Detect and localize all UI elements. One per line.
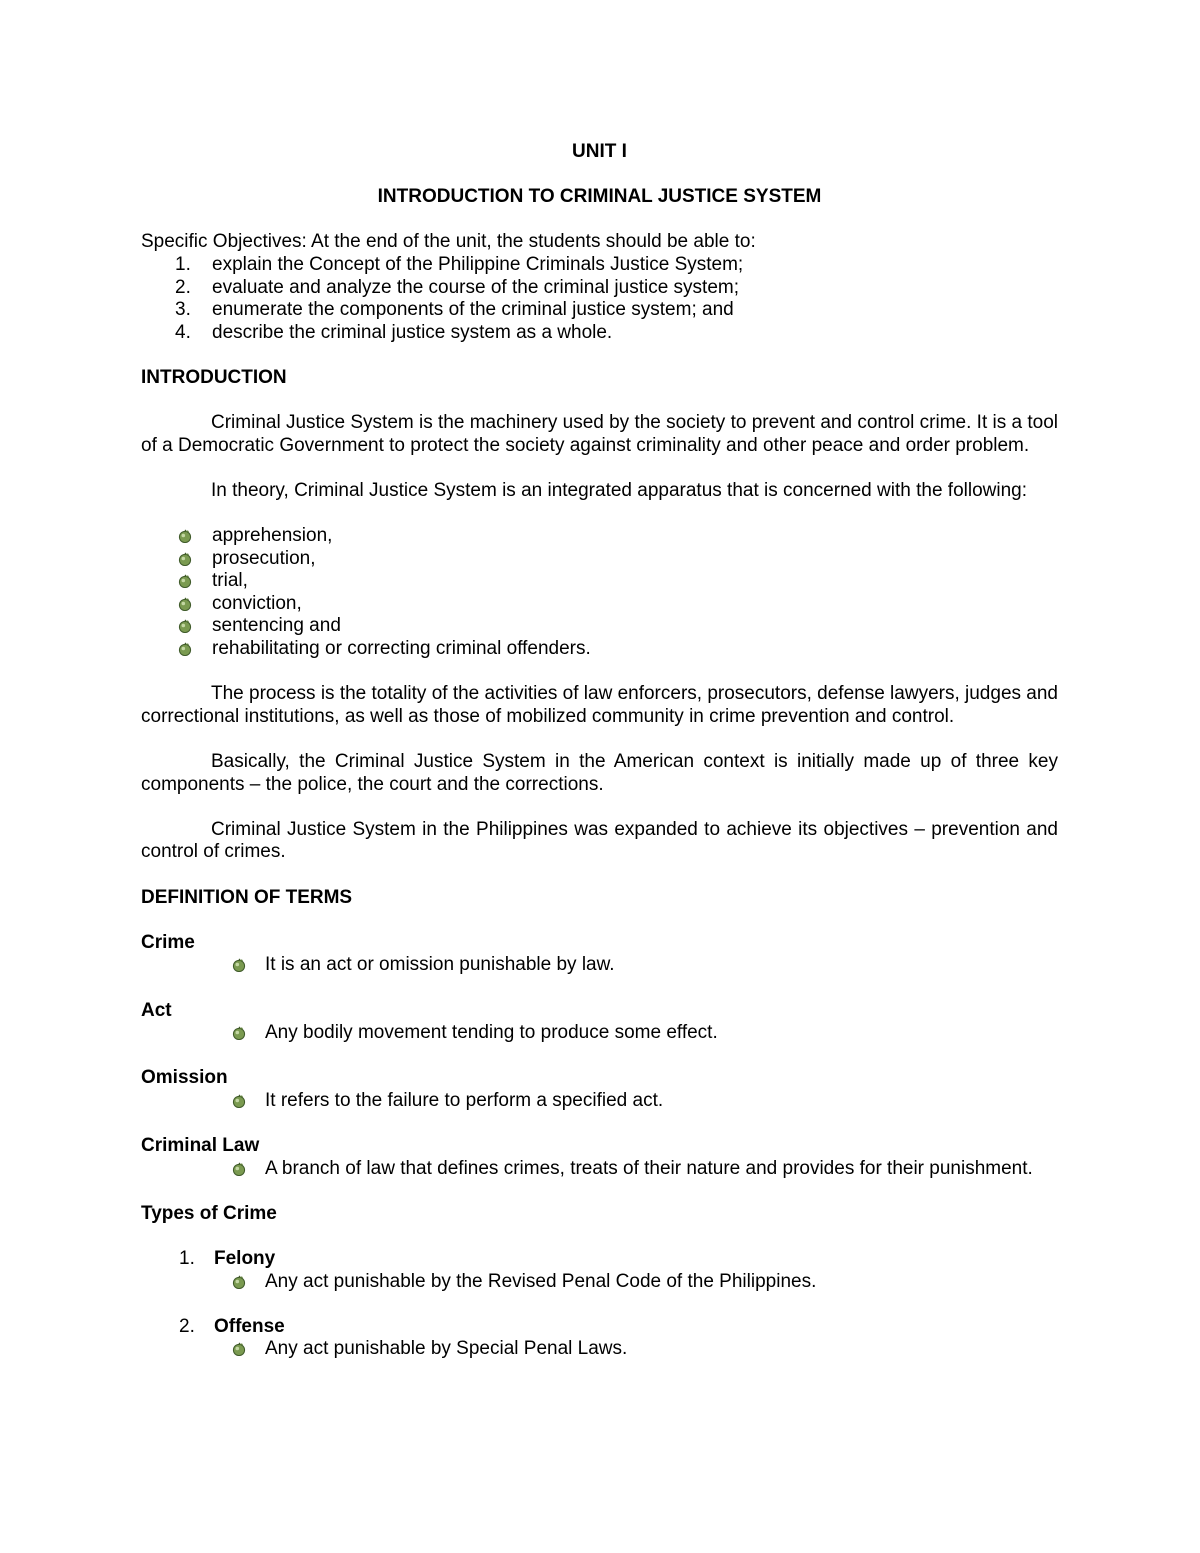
introduction-paragraph: The process is the totality of the activities of law enforcers, prosecutors, defense lawyers, judges and correctional institutions, as well as those of mobilized community in crime prevention and control. bbox=[141, 683, 1058, 727]
type-definition bbox=[141, 1338, 1058, 1361]
term-definition bbox=[141, 1022, 1058, 1045]
apple-bullet-icon bbox=[178, 552, 192, 566]
apple-bullet-icon bbox=[232, 958, 246, 972]
apple-bullet-icon bbox=[232, 1026, 246, 1040]
list-item bbox=[141, 525, 1058, 548]
type-definition-text: Any act punishable by the Revised Penal Code of the Philippines. bbox=[265, 1270, 817, 1292]
objective-number: 2. bbox=[175, 276, 191, 298]
objective-text: describe the criminal justice system as a whole. bbox=[212, 321, 613, 343]
apple-bullet-icon bbox=[232, 1342, 246, 1356]
list-item-text: apprehension, bbox=[212, 525, 333, 547]
types-heading: Types of Crime bbox=[141, 1202, 277, 1224]
list-item-text: prosecution, bbox=[212, 547, 316, 569]
list-item bbox=[141, 615, 1058, 638]
unit-label: UNIT I bbox=[572, 141, 627, 162]
term-title: Crime bbox=[141, 931, 195, 953]
objective-item bbox=[141, 254, 1058, 277]
introduction-paragraph: Criminal Justice System is the machinery used by the society to prevent and control crime. It is a tool of a Democratic Government to protect the society against criminality and other peace and order problem. bbox=[141, 412, 1058, 456]
apple-bullet-icon bbox=[178, 529, 192, 543]
term-definition bbox=[141, 1090, 1058, 1113]
list-item bbox=[141, 570, 1058, 593]
type-definition-text: Any act punishable by Special Penal Laws. bbox=[265, 1338, 628, 1360]
term-title: Omission bbox=[141, 1067, 228, 1089]
type-title: Offense bbox=[214, 1315, 285, 1337]
objective-text: evaluate and analyze the course of the criminal justice system; bbox=[212, 276, 739, 298]
type-item bbox=[141, 1248, 1058, 1271]
type-number: 2. bbox=[179, 1315, 195, 1337]
introduction-paragraph: In theory, Criminal Justice System is an integrated apparatus that is concerned with the following: bbox=[211, 479, 1027, 501]
type-definition bbox=[141, 1271, 1058, 1294]
list-item-text: sentencing and bbox=[212, 615, 341, 637]
objectives-list bbox=[141, 254, 1058, 344]
apple-bullet-icon bbox=[178, 597, 192, 611]
objective-item bbox=[141, 299, 1058, 322]
objective-number: 4. bbox=[175, 321, 191, 343]
list-item bbox=[141, 593, 1058, 616]
term-definition bbox=[141, 1158, 1058, 1181]
objective-number: 1. bbox=[175, 253, 191, 275]
term-definition bbox=[141, 954, 1058, 977]
apple-bullet-icon bbox=[232, 1275, 246, 1289]
definitions-heading: DEFINITION OF TERMS bbox=[141, 886, 353, 908]
type-number: 1. bbox=[179, 1248, 195, 1270]
objective-text: explain the Concept of the Philippine Criminals Justice System; bbox=[212, 253, 744, 275]
objective-number: 3. bbox=[175, 299, 191, 321]
introduction-paragraph: Basically, the Criminal Justice System in the American context is initially made up of three key components – the police, the court and the corrections. bbox=[141, 751, 1058, 795]
term-definition-text: It refers to the failure to perform a specified act. bbox=[265, 1089, 664, 1111]
page-title: INTRODUCTION TO CRIMINAL JUSTICE SYSTEM bbox=[377, 186, 822, 208]
term-definition-text: It is an act or omission punishable by law. bbox=[265, 954, 615, 976]
list-item bbox=[141, 548, 1058, 571]
apple-bullet-icon bbox=[232, 1094, 246, 1108]
apple-bullet-icon bbox=[232, 1162, 246, 1176]
objective-item bbox=[141, 322, 1058, 345]
concerns-list bbox=[141, 525, 1058, 661]
term-title: Criminal Law bbox=[141, 1135, 260, 1157]
term-title: Act bbox=[141, 999, 172, 1021]
type-title: Felony bbox=[214, 1248, 276, 1270]
list-item-text: rehabilitating or correcting criminal offenders. bbox=[212, 638, 591, 660]
objective-item bbox=[141, 277, 1058, 300]
document-page bbox=[141, 141, 1058, 1384]
apple-bullet-icon bbox=[178, 619, 192, 633]
objectives-intro: Specific Objectives: At the end of the unit, the students should be able to: bbox=[141, 231, 756, 253]
apple-bullet-icon bbox=[178, 574, 192, 588]
list-item bbox=[141, 638, 1058, 661]
objective-text: enumerate the components of the criminal justice system; and bbox=[212, 299, 734, 321]
introduction-heading: INTRODUCTION bbox=[141, 366, 287, 388]
list-item-text: conviction, bbox=[212, 592, 302, 614]
term-definition-text: A branch of law that defines crimes, treats of their nature and provides for their punishment. bbox=[265, 1157, 1033, 1179]
list-item-text: trial, bbox=[212, 570, 248, 592]
apple-bullet-icon bbox=[178, 642, 192, 656]
type-item bbox=[141, 1316, 1058, 1339]
introduction-paragraph: Criminal Justice System in the Philippines was expanded to achieve its objectives – prevention and control of crimes. bbox=[141, 818, 1058, 863]
term-definition-text: Any bodily movement tending to produce some effect. bbox=[265, 1022, 718, 1044]
